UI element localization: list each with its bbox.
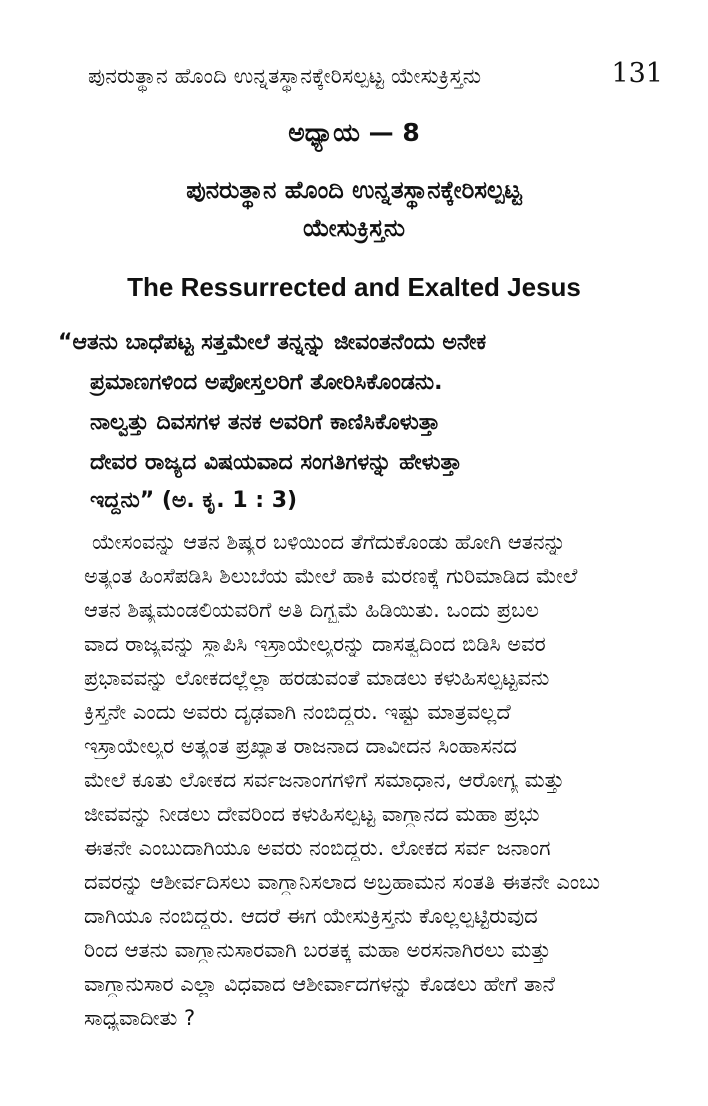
chapter-title-kannada-line1: ಪುನರುತ್ಥಾನ ಹೊಂದಿ ಉನ್ನತಸ್ಥಾನಕ್ಕೇರಿಸಲ್ಪಟ್ಟ	[186, 176, 522, 204]
epigraph-line: ಇದ್ದನು” (ಅ. ಕೃ. 1 : 3)	[90, 488, 298, 513]
epigraph-line: ನಾಲ್ವತ್ತು ದಿವಸಗಳ ತನಕ ಅವರಿಗೆ ಕಾಣಿಸಿಕೊಳುತ್ತಾ	[90, 410, 441, 435]
body-line: ಆತನ ಶಿಷ್ಯಮಂಡಲಿಯವರಿಗೆ ಅತಿ ದಿಗ್ಭ್ರಮೆ ಹಿಡಿಯಿತು. ಒಂದು ಪ್ರಬಲ	[84, 598, 539, 622]
body-line: ಜೀವವನ್ನು ನೀಡಲು ದೇವರಿಂದ ಕಳುಹಿಸಲ್ಪಟ್ಟ ವಾಗ್ದಾನದ ಮಹಾ ಪ್ರಭು	[84, 802, 540, 826]
body-line: ವಾಗ್ದಾನುಸಾರ ಎಲ್ಲಾ ವಿಧವಾದ ಆಶೀರ್ವಾದಗಳನ್ನು ಕೊಡಲು ಹೇಗೆ ತಾನೆ	[84, 972, 555, 996]
body-line: ದಾಗಿಯೂ ನಂಬಿದ್ದರು. ಆದರೆ ಈಗ ಯೇಸುಕ್ರಿಸ್ತನು ಕೊಲ್ಲಲ್ಪಟ್ಟಿರುವುದ	[84, 904, 538, 928]
body-line: ಕ್ರಿಸ್ತನೇ ಎಂದು ಅವರು ದೃಢವಾಗಿ ನಂಬಿದ್ದರು. ಇಷ್ಟು ಮಾತ್ರವಲ್ಲದೆ	[84, 700, 511, 724]
body-line: ಅತ್ಯಂತ ಹಿಂಸೆಪಡಿಸಿ ಶಿಲುಬೆಯ ಮೇಲೆ ಹಾಕಿ ಮರಣಕ್ಕೆ ಗುರಿಮಾಡಿದ ಮೇಲೆ	[84, 564, 578, 588]
running-title: ಪುನರುತ್ಥಾನ ಹೊಂದಿ ಉನ್ನತಸ್ಥಾನಕ್ಕೇರಿಸಲ್ಪಟ್ಟ ಯೇಸುಕ್ರಿಸ್ತನು	[88, 64, 482, 88]
body-line: ಇಸ್ರಾಯೇಲ್ಯರ ಅತ್ಯಂತ ಪ್ರಖ್ಯಾತ ರಾಜನಾದ ದಾವೀದನ ಸಿಂಹಾಸನದ	[84, 734, 517, 758]
page-number: 131	[611, 58, 663, 89]
body-line: ಪ್ರಭಾವವನ್ನು ಲೋಕದಲ್ಲೆಲ್ಲಾ ಹರಡುವಂತೆ ಮಾಡಲು ಕಳುಹಿಸಲ್ಪಟ್ಟವನು	[84, 666, 550, 690]
epigraph-line: “ಆತನು ಬಾಧೆಪಟ್ಟ ಸತ್ತಮೇಲೆ ತನ್ನನ್ನು ಜೀವಂತನೆಂದು ಅನೇಕ	[58, 330, 487, 355]
chapter-title-english: The Ressurrected and Exalted Jesus	[127, 272, 581, 302]
epigraph-line: ದೇವರ ರಾಜ್ಯದ ವಿಷಯವಾದ ಸಂಗತಿಗಳನ್ನು ಹೇಳುತ್ತಾ	[90, 450, 462, 475]
body-line: ವಾದ ರಾಜ್ಯವನ್ನು ಸ್ಥಾಪಿಸಿ ಇಸ್ರಾಯೇಲ್ಯರನ್ನು ದಾಸತ್ವದಿಂದ ಬಿಡಿಸಿ ಅವರ	[84, 632, 546, 656]
epigraph-line: ಪ್ರಮಾಣಗಳಿಂದ ಅಪೋಸ್ತಲರಿಗೆ ತೋರಿಸಿಕೊಂಡನು.	[90, 370, 443, 395]
body-line: ರಿಂದ ಆತನು ವಾಗ್ದಾನುಸಾರವಾಗಿ ಬರತಕ್ಕ ಮಹಾ ಅರಸನಾಗಿರಲು ಮತ್ತು	[84, 938, 551, 962]
body-line: ಯೇಸಂವನ್ನು ಆತನ ಶಿಷ್ಯರ ಬಳಿಯಿಂದ ತೆಗೆದುಕೊಂಡು ಹೋಗಿ ಆತನನ್ನು	[92, 530, 566, 554]
chapter-label: ಅಧ್ಯಾಯ — 8	[288, 118, 420, 147]
chapter-title-kannada-line2: ಯೇಸುಕ್ರಿಸ್ತನು	[303, 214, 405, 242]
body-line: ಮೇಲೆ ಕೂತು ಲೋಕದ ಸರ್ವಜನಾಂಗಗಳಿಗೆ ಸಮಾಧಾನ, ಆರೋಗ್ಯ ಮತ್ತು	[84, 768, 565, 792]
body-line: ಸಾಧ್ಯವಾದೀತು ?	[84, 1006, 196, 1030]
body-line: ಈತನೇ ಎಂಬುದಾಗಿಯೂ ಅವರು ನಂಬಿದ್ದರು. ಲೋಕದ ಸರ್ವ ಜನಾಂಗ	[84, 836, 551, 860]
running-header	[88, 58, 663, 94]
body-line: ದವರನ್ನು ಆಶೀರ್ವದಿಸಲು ವಾಗ್ದಾನಿಸಲಾದ ಅಬ್ರಹಾಮನ ಸಂತತಿ ಈತನೇ ಎಂಬು	[84, 870, 601, 894]
